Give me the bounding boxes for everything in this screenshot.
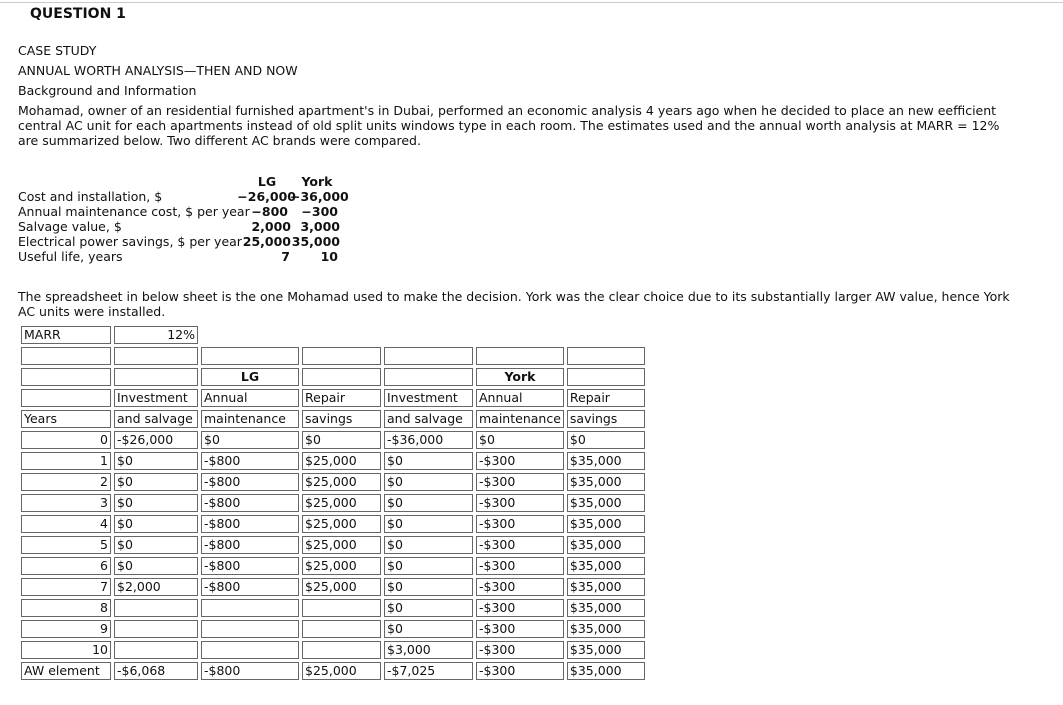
col-header: Investment <box>384 389 473 407</box>
background-heading: Background and Information <box>18 83 197 98</box>
estimate-lg-value: 2,000 <box>251 219 291 234</box>
lg-savings-cell: $25,000 <box>302 536 381 554</box>
year-row <box>21 599 645 617</box>
york-savings-cell: $35,000 <box>567 578 645 596</box>
year-row <box>21 620 645 638</box>
lg-maintenance-cell <box>201 599 299 617</box>
year-cell: 6 <box>21 557 111 575</box>
estimate-york-value: 3,000 <box>300 219 340 234</box>
lg-investment-cell <box>114 599 198 617</box>
york-investment-cell: $3,000 <box>384 641 473 659</box>
estimate-york-value: 35,000 <box>291 234 340 249</box>
york-maintenance-cell: -$300 <box>476 536 564 554</box>
col-header: Repair <box>567 389 645 407</box>
york-maintenance-cell: -$300 <box>476 515 564 533</box>
york-savings-cell: $35,000 <box>567 494 645 512</box>
estimate-label: Useful life, years <box>18 249 123 264</box>
lg-investment-cell: $0 <box>114 536 198 554</box>
york-investment-cell: $0 <box>384 557 473 575</box>
york-maintenance-cell: -$300 <box>476 557 564 575</box>
lg-investment-cell: $0 <box>114 452 198 470</box>
top-divider <box>0 2 1063 3</box>
analysis-title: ANNUAL WORTH ANALYSIS—THEN AND NOW <box>18 63 298 78</box>
estimate-york-value: −36,000 <box>290 189 349 204</box>
aw-york-savings: $35,000 <box>567 662 645 680</box>
blank-row <box>21 347 645 365</box>
york-maintenance-cell: -$300 <box>476 452 564 470</box>
col-header: Investment <box>114 389 198 407</box>
lg-savings-cell: $25,000 <box>302 578 381 596</box>
lg-investment-cell: $0 <box>114 515 198 533</box>
marr-value: 12% <box>114 326 198 344</box>
year-cell: 0 <box>21 431 111 449</box>
lg-investment-cell: $0 <box>114 494 198 512</box>
lg-maintenance-cell <box>201 641 299 659</box>
lg-maintenance-cell <box>201 620 299 638</box>
col-header: Annual <box>476 389 564 407</box>
york-investment-cell: $0 <box>384 578 473 596</box>
year-row <box>21 578 645 596</box>
york-savings-cell: $0 <box>567 431 645 449</box>
col-header: maintenance <box>476 410 564 428</box>
year-cell: 4 <box>21 515 111 533</box>
york-header: York <box>476 368 564 386</box>
york-savings-cell: $35,000 <box>567 515 645 533</box>
marr-label: MARR <box>21 326 111 344</box>
york-savings-cell: $35,000 <box>567 620 645 638</box>
lg-maintenance-cell: -$800 <box>201 452 299 470</box>
year-row <box>21 557 645 575</box>
lg-investment-cell <box>114 641 198 659</box>
aw-lg-investment: -$6,068 <box>114 662 198 680</box>
lg-investment-cell: $0 <box>114 557 198 575</box>
lg-savings-cell <box>302 599 381 617</box>
lg-savings-cell: $25,000 <box>302 515 381 533</box>
estimate-york-value: 10 <box>320 249 338 264</box>
lg-maintenance-cell: -$800 <box>201 515 299 533</box>
york-investment-cell: -$36,000 <box>384 431 473 449</box>
aw-label: AW element <box>21 662 111 680</box>
col-header: Annual <box>201 389 299 407</box>
estimates-header-york: York <box>301 174 333 189</box>
col-header: and salvage <box>384 410 473 428</box>
estimate-york-value: −300 <box>301 204 338 219</box>
lg-investment-cell: -$26,000 <box>114 431 198 449</box>
year-row <box>21 431 645 449</box>
york-maintenance-cell: -$300 <box>476 620 564 638</box>
lg-maintenance-cell: -$800 <box>201 494 299 512</box>
aw-lg-maintenance: -$800 <box>201 662 299 680</box>
lg-investment-cell: $0 <box>114 473 198 491</box>
col-header: savings <box>302 410 381 428</box>
lg-maintenance-cell: -$800 <box>201 578 299 596</box>
background-paragraph: Mohamad, owner of an residential furnished apartment's in Dubai, performed an economic analysis 4 years ago when he decided to place an new eefficient central AC unit for each apartments instead of old split units windows type in each room. The estimates used and the annual worth analysis at MARR = 12% are summarized below. Two different AC brands were compared. <box>18 103 1000 148</box>
york-maintenance-cell: -$300 <box>476 578 564 596</box>
lg-savings-cell: $25,000 <box>302 557 381 575</box>
col-header: and salvage <box>114 410 198 428</box>
question-title: QUESTION 1 <box>30 6 126 22</box>
york-maintenance-cell: -$300 <box>476 599 564 617</box>
york-maintenance-cell: -$300 <box>476 494 564 512</box>
col-header: Repair <box>302 389 381 407</box>
aw-lg-savings: $25,000 <box>302 662 381 680</box>
york-investment-cell: $0 <box>384 536 473 554</box>
york-savings-cell: $35,000 <box>567 473 645 491</box>
col-header: savings <box>567 410 645 428</box>
year-row <box>21 452 645 470</box>
estimate-lg-value: 25,000 <box>242 234 291 249</box>
lg-savings-cell: $0 <box>302 431 381 449</box>
york-savings-cell: $35,000 <box>567 599 645 617</box>
aw-row <box>21 662 645 680</box>
estimate-label: Electrical power savings, $ per year <box>18 234 242 249</box>
lg-savings-cell <box>302 620 381 638</box>
york-investment-cell: $0 <box>384 473 473 491</box>
marr-row <box>21 326 645 344</box>
column-header-row-1 <box>21 389 645 407</box>
year-cell: 10 <box>21 641 111 659</box>
year-cell: 8 <box>21 599 111 617</box>
lg-maintenance-cell: -$800 <box>201 473 299 491</box>
year-row <box>21 641 645 659</box>
york-investment-cell: $0 <box>384 620 473 638</box>
york-maintenance-cell: -$300 <box>476 473 564 491</box>
york-savings-cell: $35,000 <box>567 452 645 470</box>
aw-york-investment: -$7,025 <box>384 662 473 680</box>
col-header: maintenance <box>201 410 299 428</box>
lg-savings-cell: $25,000 <box>302 452 381 470</box>
lg-investment-cell <box>114 620 198 638</box>
york-investment-cell: $0 <box>384 515 473 533</box>
aw-york-maintenance: -$300 <box>476 662 564 680</box>
estimate-label: Salvage value, $ <box>18 219 122 234</box>
york-savings-cell: $35,000 <box>567 557 645 575</box>
column-header-row-2 <box>21 410 645 428</box>
lg-maintenance-cell: -$800 <box>201 536 299 554</box>
year-cell: 3 <box>21 494 111 512</box>
york-investment-cell: $0 <box>384 599 473 617</box>
aw-spreadsheet <box>18 323 648 683</box>
year-row <box>21 536 645 554</box>
estimate-label: Cost and installation, $ <box>18 189 163 204</box>
york-savings-cell: $35,000 <box>567 536 645 554</box>
york-maintenance-cell: $0 <box>476 431 564 449</box>
lg-savings-cell: $25,000 <box>302 473 381 491</box>
estimate-lg-value: −26,000 <box>237 189 296 204</box>
year-cell: 7 <box>21 578 111 596</box>
estimate-lg-value: 7 <box>281 249 290 264</box>
york-investment-cell: $0 <box>384 452 473 470</box>
york-maintenance-cell: -$300 <box>476 641 564 659</box>
lg-maintenance-cell: -$800 <box>201 557 299 575</box>
lg-savings-cell <box>302 641 381 659</box>
lg-maintenance-cell: $0 <box>201 431 299 449</box>
estimate-label: Annual maintenance cost, $ per year <box>18 204 250 219</box>
year-cell: 1 <box>21 452 111 470</box>
lg-savings-cell: $25,000 <box>302 494 381 512</box>
year-row <box>21 515 645 533</box>
brand-header-row <box>21 368 645 386</box>
year-cell: 2 <box>21 473 111 491</box>
lg-header: LG <box>201 368 299 386</box>
york-savings-cell: $35,000 <box>567 641 645 659</box>
year-row <box>21 494 645 512</box>
estimates-header-lg: LG <box>257 174 277 189</box>
year-cell: 5 <box>21 536 111 554</box>
years-header: Years <box>21 410 111 428</box>
year-row <box>21 473 645 491</box>
spreadsheet-intro: The spreadsheet in below sheet is the one Mohamad used to make the decision. York was the clear choice due to its substantially larger AW value, hence York AC units were installed. <box>18 289 1010 319</box>
york-investment-cell: $0 <box>384 494 473 512</box>
lg-investment-cell: $2,000 <box>114 578 198 596</box>
case-study-label: CASE STUDY <box>18 43 97 58</box>
estimate-lg-value: −800 <box>251 204 288 219</box>
year-cell: 9 <box>21 620 111 638</box>
